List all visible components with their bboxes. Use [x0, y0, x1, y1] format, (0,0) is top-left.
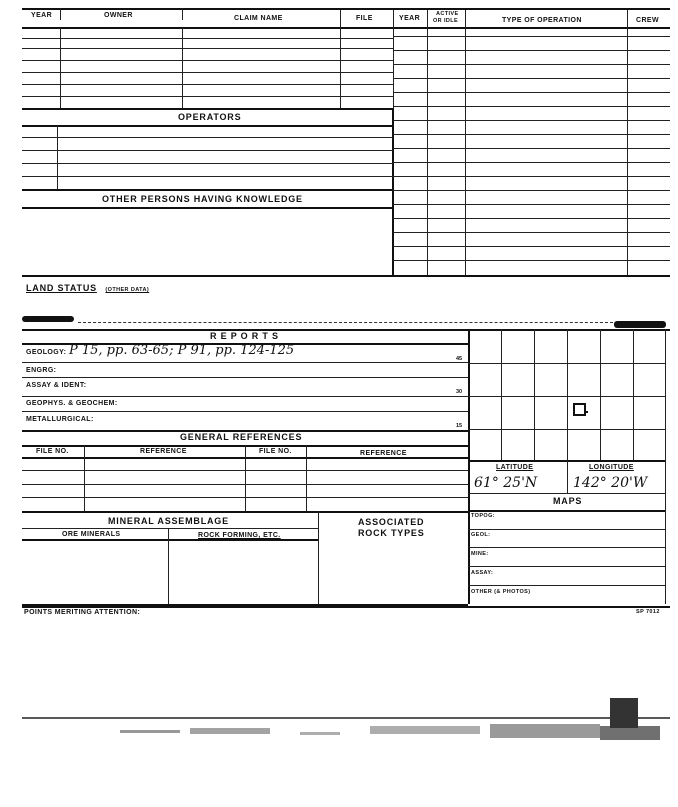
general-references-title: GENERAL REFERENCES: [180, 432, 303, 442]
header-claim-name: CLAIM NAME: [234, 15, 283, 22]
form-number: SP 7012: [636, 609, 660, 615]
scan-noise: [0, 690, 678, 770]
header-active: ACTIVE: [436, 11, 459, 17]
maps-other: OTHER (& PHOTOS): [471, 589, 531, 595]
assay-label: ASSAY & IDENT:: [26, 382, 87, 389]
ore-minerals-label: ORE MINERALS: [62, 531, 121, 538]
longitude-label: LONGITUDE: [589, 464, 634, 471]
maps-title: MAPS: [553, 496, 583, 506]
longitude-value: 142° 20'W: [573, 475, 648, 491]
engrg-label: ENGRG:: [26, 367, 57, 374]
col-reference-2: REFERENCE: [360, 450, 407, 457]
maps-geol: GEOL:: [471, 532, 491, 538]
land-status: [26, 278, 149, 296]
rock-types-label: ROCK TYPES: [358, 528, 425, 538]
maps-topog: TOPOG:: [471, 513, 495, 519]
location-marker: [573, 403, 586, 416]
header-year: YEAR: [31, 12, 53, 19]
geology-label: GEOLOGY:: [26, 349, 67, 356]
ink-smudge-left: [22, 316, 74, 322]
reports-title: R E P O R T S: [210, 331, 279, 341]
header-year-2: YEAR: [399, 15, 421, 22]
assay-num: 30: [456, 389, 463, 395]
metallurgical-label: METALLURGICAL:: [26, 416, 94, 423]
geophys-label: GEOPHYS. & GEOCHEM:: [26, 400, 118, 407]
metallurgical-num: 15: [456, 423, 463, 429]
other-persons-label: OTHER PERSONS HAVING KNOWLEDGE: [102, 194, 303, 204]
claims-table-bottom: [22, 275, 670, 277]
col-file-no-1: FILE NO.: [36, 448, 69, 455]
top-border: [22, 8, 670, 10]
header-or-idle: OR IDLE: [433, 18, 459, 24]
geology-num: 45: [456, 356, 463, 362]
land-status-label: LAND STATUS: [26, 283, 97, 293]
mineral-assemblage-title: MINERAL ASSEMBLAGE: [108, 516, 229, 526]
maps-mine: MINE:: [471, 551, 489, 557]
points-meriting-attention-label: POINTS MERITING ATTENTION:: [24, 609, 141, 616]
header-file: FILE: [356, 15, 373, 22]
col-file-no-2: FILE NO.: [259, 448, 292, 455]
header-crew: CREW: [636, 17, 659, 24]
geology-value: P 15, pp. 63-65; P 91, pp. 124-125: [69, 343, 295, 358]
latitude-value: 61° 25'N: [474, 475, 538, 491]
col-reference-1: REFERENCE: [140, 448, 187, 455]
land-status-sublabel: (OTHER DATA): [105, 287, 150, 293]
latitude-label: LATITUDE: [496, 464, 534, 471]
header-bottom-border: [22, 27, 670, 29]
header-type-of-operation: TYPE OF OPERATION: [502, 17, 582, 24]
operators-label: OPERATORS: [178, 112, 242, 122]
header-owner: OWNER: [104, 12, 133, 19]
rock-forming-label: ROCK FORMING, ETC.: [198, 532, 281, 539]
associated-label: ASSOCIATED: [358, 517, 425, 527]
ink-smudge-right: [614, 321, 666, 328]
maps-assay: ASSAY:: [471, 570, 494, 576]
